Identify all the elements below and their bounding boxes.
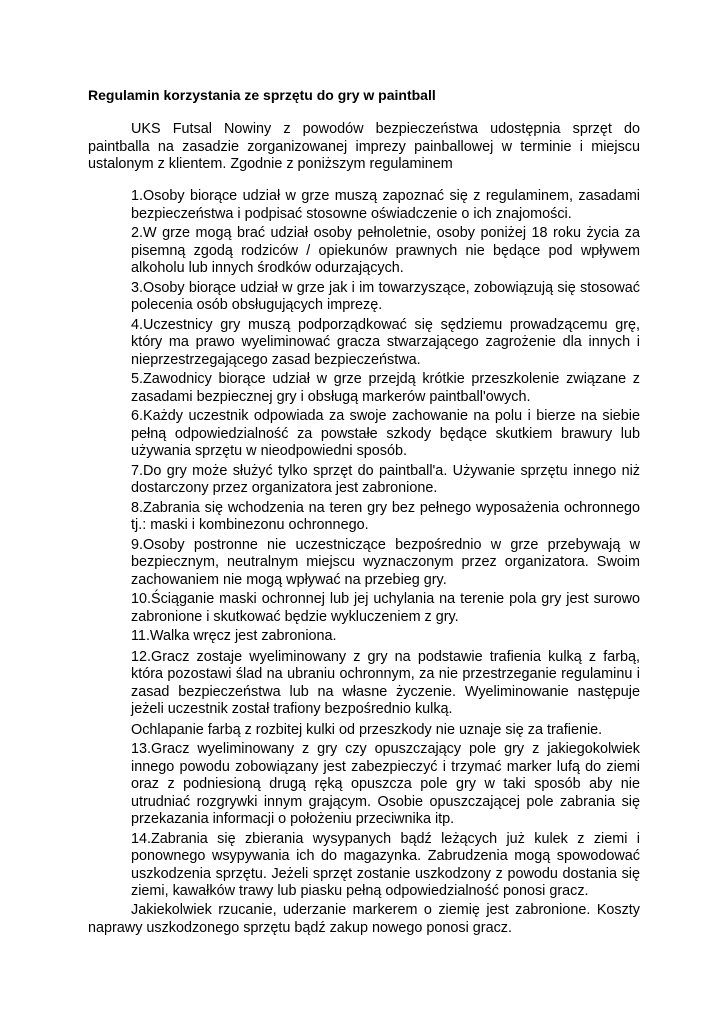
rule-6: 6.Każdy uczestnik odpowiada za swoje zachowanie na polu i bierze na siebie pełną odpowiedzialność za powstałe szkody będące skutkiem brawury lub używania sprzętu w nieodpowiedni sposób. — [131, 408, 640, 459]
rule-7: 7.Do gry może służyć tylko sprzęt do paintball'a. Używanie sprzętu innego niż dostarczony przez organizatora jest zabronione. — [131, 462, 640, 496]
intro-paragraph: UKS Futsal Nowiny z powodów bezpieczeństwa udostępnia sprzęt do paintballa na zasadzie zorganizowanej imprezy painballowej w terminie i miejscu ustalonym z klientem. Zgodnie z poniższym regulaminem — [88, 121, 640, 172]
rule-4: 4.Uczestnicy gry muszą podporządkować się sędziemu prowadzącemu grę, który ma prawo wyeliminować gracza stwarzającego zagrożenie dla innych i nieprzestrzegającego zasad bezpieczeństwa. — [131, 316, 640, 368]
rule-8: 8.Zabrania się wchodzenia na teren gry bez pełnego wyposażenia ochronnego tj.: maski i kombinezonu ochronnego. — [131, 499, 640, 533]
rule-3: 3.Osoby biorące udział w grze jak i im towarzyszące, zobowiązują się stosować polecenia osób obsługujących imprezę. — [131, 279, 640, 313]
rule-1: 1.Osoby biorące udział w grze muszą zapoznać się z regulaminem, zasadami bezpieczeństwa i podpisać stosowne oświadczenie o ich znajomości. — [131, 188, 640, 222]
rule-12-note: Ochlapanie farbą z rozbitej kulki od przeszkody nie uznaje się za trafienie. — [131, 721, 603, 738]
document-title: Regulamin korzystania ze sprzętu do gry w paintball — [88, 87, 436, 103]
rule-14: 14.Zabrania się zbierania wysypanych bądź leżących już kulek z ziemi i ponownego wsypywania ich do magazynka. Zabrudzenia mogą spowodować uszkodzenia sprzętu. Jeżeli sprzęt zostanie uszkodzony z powodu dostania się ziemi, kawałków trawy lub piasku pełną odpowiedzialność ponosi gracz. — [131, 830, 640, 899]
closing-paragraph: Jakiekolwiek rzucanie, uderzanie markerem o ziemię jest zabronione. Koszty naprawy uszkodzonego sprzętu bądź zakup nowego ponosi gracz. — [88, 902, 640, 936]
rule-12: 12.Gracz zostaje wyeliminowany z gry na podstawie trafienia kulką z farbą, która pozostawi ślad na ubraniu ochronnym, za nie przestrzeganie regulaminu i zasad bezpieczeństwa lub na własne życzenie. Wyeliminowanie następuje jeżeli uczestnik został trafiony bezpośrednio kulką. — [131, 648, 640, 717]
rule-10: 10.Ściąganie maski ochronnej lub jej uchylania na terenie pola gry jest surowo zabronione i skutkować będzie wykluczeniem z gry. — [131, 591, 640, 625]
rules-list — [131, 188, 640, 903]
rule-2: 2.W grze mogą brać udział osoby pełnoletnie, osoby poniżej 18 roku życia za pisemną zgodą rodziców / opiekunów prawnych nie będące pod wpływem alkoholu lub innych środków odurzających. — [131, 225, 640, 276]
rule-13: 13.Gracz wyeliminowany z gry czy opuszczający pole gry z jakiegokolwiek innego powodu zobowiązany jest zabezpieczyć i trzymać marker lufą do ziemi oraz z podniesioną drugą ręką opuszcza pole gry w taki sposób aby nie utrudniać rozgrywki innym grającym. Osobie opuszczającej pole zabrania się przekazania informacji o położeniu przeciwnika itp. — [131, 741, 640, 827]
rule-9: 9.Osoby postronne nie uczestniczące bezpośrednio w grze przebywają w bezpiecznym, neutralnym miejscu wyznaczonym przez organizatora. Swoim zachowaniem nie mogą wpływać na przebieg gry. — [131, 536, 640, 588]
rule-5: 5.Zawodnicy biorące udział w grze przejdą krótkie przeszkolenie związane z zasadami bezpiecznej gry i obsługą markerów paintball'owych. — [131, 371, 640, 405]
rule-11: 11.Walka wręcz jest zabroniona. — [131, 628, 337, 644]
